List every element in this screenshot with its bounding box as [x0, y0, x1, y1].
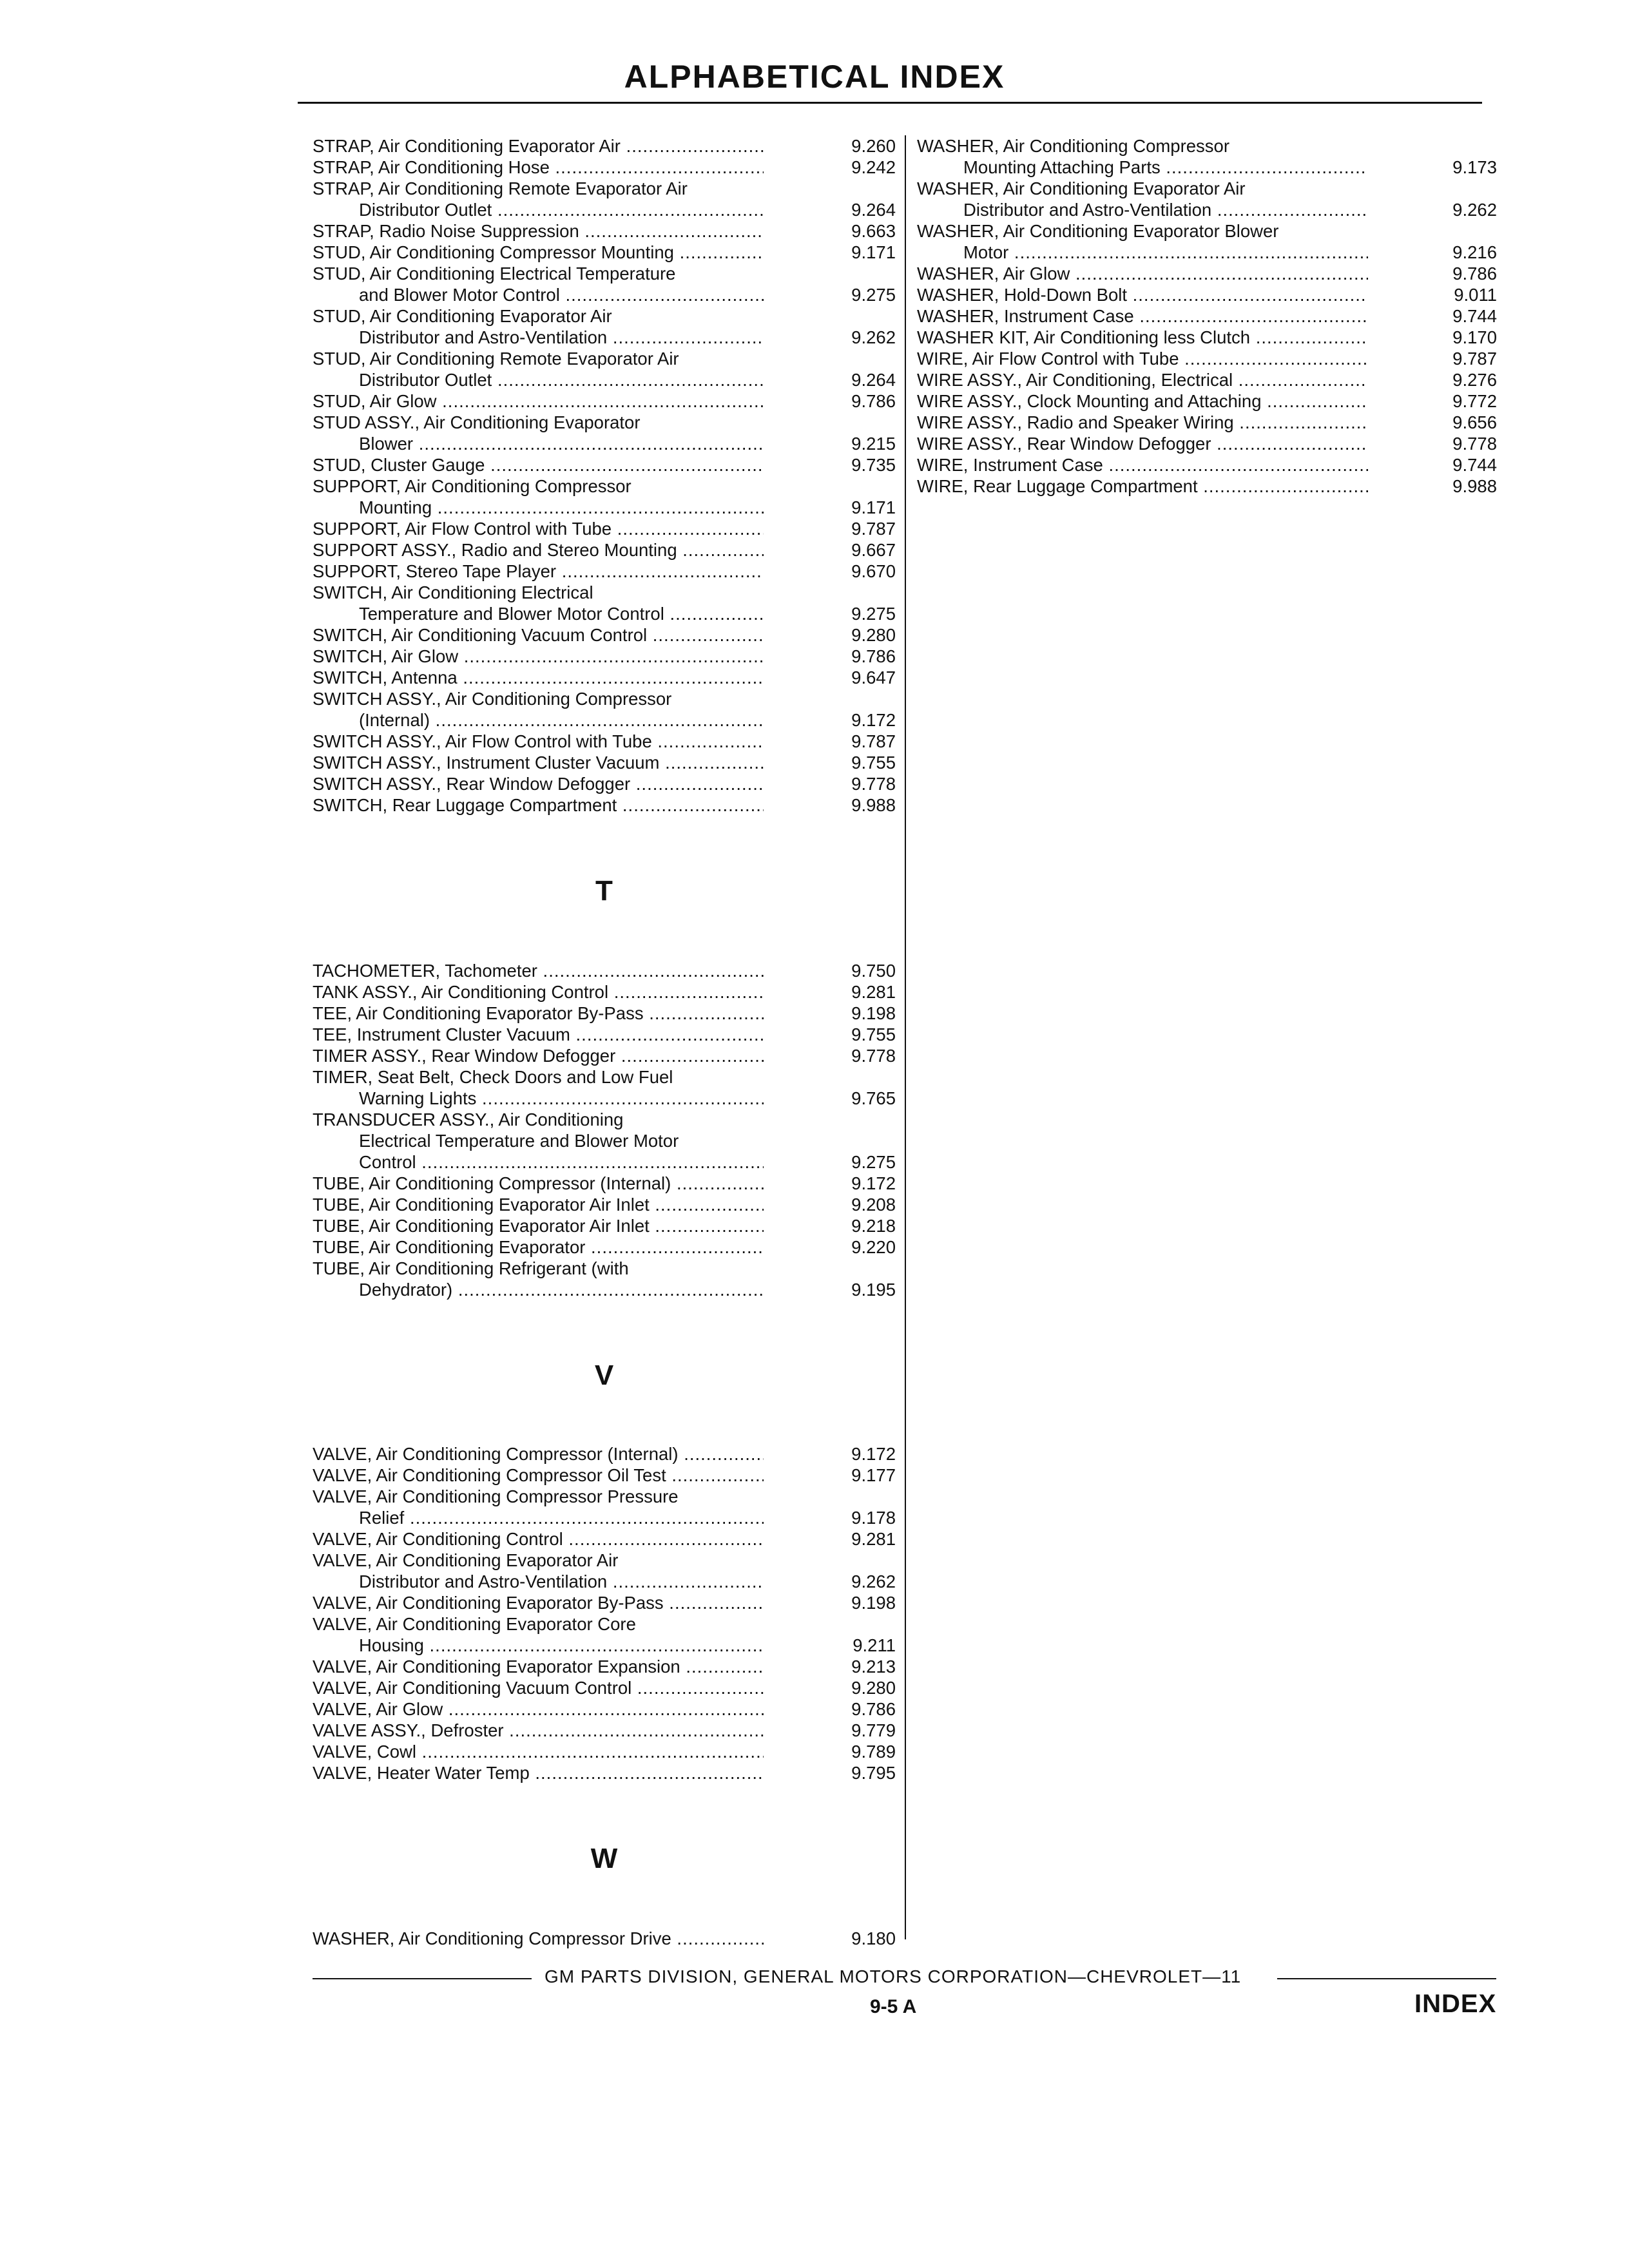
entry-text-line: Mounting Attaching Parts .....	[917, 157, 1368, 178]
entry-text-line: and Blower Motor Control .....	[313, 284, 764, 305]
entry-text-line: Blower .....	[313, 433, 764, 454]
entry-page-ref: 9.667	[851, 540, 896, 560]
index-entry	[313, 667, 896, 688]
entry-description	[313, 1045, 764, 1066]
entry-page-ref: 9.262	[1452, 200, 1497, 220]
entry-text-line: VALVE, Air Glow .....	[313, 1698, 764, 1720]
index-entry	[917, 433, 1497, 454]
entry-text-line: SUPPORT ASSY., Radio and Stereo Mounting .....	[313, 539, 764, 561]
entry-text-line: WIRE, Rear Luggage Compartment .....	[917, 476, 1368, 497]
entry-text-line: VALVE, Cowl .....	[313, 1741, 764, 1762]
entry-description	[313, 1592, 764, 1613]
entry-page-ref: 9.264	[851, 370, 896, 390]
index-entry	[313, 794, 896, 816]
entry-page-ref: 9.218	[851, 1216, 896, 1236]
entry-description	[917, 390, 1368, 412]
section-label: INDEX	[1414, 1990, 1497, 2018]
footer-rule-right	[1277, 1978, 1496, 1979]
entry-text-line: WIRE ASSY., Rear Window Defogger .....	[917, 433, 1368, 454]
index-entry	[313, 390, 896, 412]
entry-description	[313, 348, 764, 390]
entry-description	[313, 1486, 764, 1528]
entry-page-ref: 9.656	[1452, 412, 1497, 432]
index-section-w	[313, 1928, 896, 1949]
entry-text-line: STRAP, Radio Noise Suppression .....	[313, 220, 764, 242]
index-entry	[313, 157, 896, 178]
entry-description	[313, 1215, 764, 1236]
entry-page-ref: 9.778	[1452, 434, 1497, 454]
entry-description	[313, 263, 764, 305]
page-number: 9-5 A	[870, 1996, 917, 2017]
index-entry	[313, 960, 896, 981]
entry-text-line: TUBE, Air Conditioning Compressor (Internal) .....	[313, 1173, 764, 1194]
entry-text-line: TUBE, Air Conditioning Evaporator Air Inlet .....	[313, 1215, 764, 1236]
index-entry	[313, 242, 896, 263]
index-section-v	[313, 1443, 896, 1783]
entry-text-line: Housing .....	[313, 1635, 764, 1656]
index-entry	[313, 135, 896, 157]
entry-page-ref: 9.778	[851, 1046, 896, 1066]
entry-text-line: (Internal) .....	[313, 709, 764, 731]
entry-text-line: STUD, Air Conditioning Remote Evaporator Air	[313, 349, 679, 369]
entry-text-line: WASHER, Air Conditioning Compressor	[917, 136, 1229, 156]
entry-text-line: SWITCH, Air Conditioning Vacuum Control .....	[313, 624, 764, 646]
entry-text-line: WIRE, Instrument Case .....	[917, 454, 1368, 476]
entry-description	[313, 646, 764, 667]
section-letter-w: W	[590, 1843, 618, 1874]
entry-description	[313, 582, 764, 624]
entry-text-line: Distributor and Astro-Ventilation .....	[917, 199, 1368, 220]
entry-page-ref: 9.281	[851, 982, 896, 1002]
entry-page-ref: 9.242	[851, 157, 896, 177]
footer-publisher: GM PARTS DIVISION, GENERAL MOTORS CORPORATION—CHEVROLET—11	[545, 1966, 1242, 1986]
entry-page-ref: 9.778	[851, 774, 896, 794]
index-entry	[917, 369, 1497, 390]
entry-description	[917, 433, 1368, 454]
entry-text-line: WASHER KIT, Air Conditioning less Clutch .....	[917, 327, 1368, 348]
entry-description	[313, 1550, 764, 1592]
entry-text-line: SWITCH ASSY., Air Flow Control with Tube .....	[313, 731, 764, 752]
index-entry	[313, 220, 896, 242]
entry-text-line: SUPPORT, Air Flow Control with Tube .....	[313, 518, 764, 539]
index-entry	[313, 1443, 896, 1465]
index-entry	[313, 454, 896, 476]
entry-page-ref: 9.173	[1452, 157, 1497, 177]
index-entry	[917, 178, 1497, 220]
entry-text-line: Distributor Outlet .....	[313, 369, 764, 390]
index-entry	[313, 348, 896, 390]
entry-description	[313, 688, 764, 731]
entry-text-line: SUPPORT, Air Conditioning Compressor	[313, 476, 631, 496]
entry-page-ref: 9.262	[851, 327, 896, 347]
index-section-w-continued	[917, 135, 1497, 497]
entry-description	[313, 1236, 764, 1258]
entry-page-ref: 9.663	[851, 221, 896, 241]
index-entry	[313, 1045, 896, 1066]
entry-page-ref: 9.275	[851, 604, 896, 624]
index-entry	[313, 1677, 896, 1698]
index-entry	[917, 454, 1497, 476]
entry-description	[917, 284, 1368, 305]
index-entry	[313, 1592, 896, 1613]
index-entry	[313, 1066, 896, 1109]
index-entry	[313, 1486, 896, 1528]
entry-description	[313, 1528, 764, 1550]
entry-description	[917, 327, 1368, 348]
entry-text-line: STUD, Air Conditioning Compressor Mounting .....	[313, 242, 764, 263]
entry-text-line: TUBE, Air Conditioning Evaporator .....	[313, 1236, 764, 1258]
index-entry	[313, 178, 896, 220]
entry-page-ref: 9.281	[851, 1529, 896, 1549]
entry-page-ref: 9.172	[851, 1173, 896, 1193]
entry-text-line: TIMER, Seat Belt, Check Doors and Low Fuel	[313, 1067, 673, 1087]
left-column	[313, 0, 896, 1949]
footer-rule-left	[313, 1978, 532, 1979]
index-entry	[313, 1613, 896, 1656]
entry-text-line: VALVE, Heater Water Temp .....	[313, 1762, 764, 1783]
entry-text-line: WIRE ASSY., Air Conditioning, Electrical .....	[917, 369, 1368, 390]
entry-text-line: Electrical Temperature and Blower Motor	[359, 1131, 679, 1151]
entry-description	[313, 135, 764, 157]
entry-text-line: WIRE, Air Flow Control with Tube .....	[917, 348, 1368, 369]
entry-page-ref: 9.275	[851, 1152, 896, 1172]
entry-text-line: Warning Lights .....	[313, 1088, 764, 1109]
column-divider	[905, 135, 906, 1939]
entry-page-ref: 9.647	[851, 668, 896, 687]
entry-text-line: WASHER, Air Conditioning Evaporator Blower	[917, 221, 1279, 241]
index-entry	[917, 327, 1497, 348]
entry-page-ref: 9.208	[851, 1195, 896, 1215]
entry-description	[313, 476, 764, 518]
entry-page-ref: 9.789	[851, 1742, 896, 1762]
entry-page-ref: 9.765	[851, 1088, 896, 1108]
entry-text-line: Relief .....	[313, 1507, 764, 1528]
index-entry	[313, 752, 896, 773]
index-entry	[917, 135, 1497, 178]
index-entry	[313, 688, 896, 731]
entry-text-line: TIMER ASSY., Rear Window Defogger .....	[313, 1045, 764, 1066]
entry-page-ref: 9.744	[1452, 455, 1497, 475]
index-entry	[313, 263, 896, 305]
index-entry	[313, 1656, 896, 1677]
entry-text-line: SWITCH, Rear Luggage Compartment .....	[313, 794, 764, 816]
entry-description	[313, 412, 764, 454]
entry-text-line: VALVE ASSY., Defroster .....	[313, 1720, 764, 1741]
entry-text-line: STUD, Air Conditioning Electrical Temperature	[313, 264, 676, 284]
index-entry	[313, 731, 896, 752]
index-entry	[313, 1698, 896, 1720]
index-entry	[313, 1528, 896, 1550]
entry-description	[313, 157, 764, 178]
entry-text-line: STRAP, Air Conditioning Remote Evaporator Air	[313, 178, 688, 198]
entry-page-ref: 9.198	[851, 1003, 896, 1023]
entry-text-line: VALVE, Air Conditioning Vacuum Control .....	[313, 1677, 764, 1698]
entry-page-ref: 9.171	[851, 242, 896, 262]
index-entry	[313, 1762, 896, 1783]
entry-text-line: Distributor Outlet .....	[313, 199, 764, 220]
entry-description	[917, 178, 1368, 220]
entry-text-line: STRAP, Air Conditioning Hose .....	[313, 157, 764, 178]
entry-text-line: WASHER, Instrument Case .....	[917, 305, 1368, 327]
entry-page-ref: 9.215	[851, 434, 896, 454]
entry-page-ref: 9.772	[1452, 391, 1497, 411]
entry-description	[313, 960, 764, 981]
entry-description	[313, 773, 764, 794]
entry-page-ref: 9.011	[1454, 285, 1497, 305]
entry-text-line: Dehydrator) .....	[313, 1279, 764, 1300]
entry-text-line: VALVE, Air Conditioning Compressor (Internal) .....	[313, 1443, 764, 1465]
index-entry	[313, 1024, 896, 1045]
entry-text-line: STUD, Cluster Gauge .....	[313, 454, 764, 476]
entry-description	[313, 1024, 764, 1045]
entry-page-ref: 9.988	[1452, 476, 1497, 496]
section-letter-v: V	[594, 1360, 614, 1391]
entry-description	[313, 794, 764, 816]
entry-page-ref: 9.750	[851, 961, 896, 981]
entry-text-line: Distributor and Astro-Ventilation .....	[313, 1571, 764, 1592]
entry-text-line: VALVE, Air Conditioning Evaporator By-Pass .....	[313, 1592, 764, 1613]
entry-text-line: WIRE ASSY., Radio and Speaker Wiring .....	[917, 412, 1368, 433]
entry-text-line: SWITCH, Air Conditioning Electrical	[313, 582, 593, 602]
entry-text-line: TACHOMETER, Tachometer .....	[313, 960, 764, 981]
entry-description	[313, 561, 764, 582]
entry-page-ref: 9.213	[851, 1657, 896, 1677]
entry-page-ref: 9.787	[1452, 349, 1497, 369]
entry-page-ref: 9.735	[851, 455, 896, 475]
entry-text-line: Mounting .....	[313, 497, 764, 518]
index-entry	[313, 1550, 896, 1592]
entry-page-ref: 9.260	[851, 136, 896, 156]
entry-text-line: WASHER, Air Glow .....	[917, 263, 1368, 284]
index-entry	[313, 1109, 896, 1173]
entry-page-ref: 9.670	[851, 561, 896, 581]
entry-description	[313, 1003, 764, 1024]
index-entry	[313, 1465, 896, 1486]
index-entry	[313, 1194, 896, 1215]
index-entry	[917, 390, 1497, 412]
entry-description	[917, 305, 1368, 327]
entry-description	[917, 220, 1368, 263]
entry-page-ref: 9.787	[851, 731, 896, 751]
entry-text-line: Distributor and Astro-Ventilation .....	[313, 327, 764, 348]
entry-description	[917, 412, 1368, 433]
entry-description	[313, 1677, 764, 1698]
entry-page-ref: 9.172	[851, 1444, 896, 1464]
index-entry	[917, 348, 1497, 369]
entry-page-ref: 9.211	[853, 1635, 896, 1655]
index-entry	[313, 1928, 896, 1949]
entry-description	[313, 178, 764, 220]
entry-text-line: WASHER, Air Conditioning Compressor Drive .....	[313, 1928, 764, 1949]
entry-description	[313, 1173, 764, 1194]
entry-text-line: WASHER, Hold-Down Bolt .....	[917, 284, 1368, 305]
entry-page-ref: 9.264	[851, 200, 896, 220]
entry-page-ref: 9.172	[851, 710, 896, 730]
index-entry	[313, 412, 896, 454]
index-section-s	[313, 135, 896, 816]
entry-page-ref: 9.744	[1452, 306, 1497, 326]
entry-text-line: SWITCH, Antenna .....	[313, 667, 764, 688]
entry-page-ref: 9.280	[851, 1678, 896, 1698]
entry-text-line: TANK ASSY., Air Conditioning Control .....	[313, 981, 764, 1003]
index-entry	[313, 1236, 896, 1258]
entry-text-line: TEE, Instrument Cluster Vacuum .....	[313, 1024, 764, 1045]
entry-page-ref: 9.170	[1452, 327, 1497, 347]
index-entry	[313, 624, 896, 646]
entry-description	[917, 476, 1368, 497]
entry-text-line: TRANSDUCER ASSY., Air Conditioning	[313, 1110, 624, 1129]
entry-description	[917, 369, 1368, 390]
index-entry	[917, 412, 1497, 433]
entry-page-ref: 9.755	[851, 753, 896, 773]
entry-description	[313, 667, 764, 688]
entry-text-line: VALVE, Air Conditioning Evaporator Expansion .....	[313, 1656, 764, 1677]
entry-page-ref: 9.755	[851, 1024, 896, 1044]
entry-text-line: SWITCH ASSY., Rear Window Defogger .....	[313, 773, 764, 794]
entry-page-ref: 9.220	[851, 1237, 896, 1257]
entry-description	[313, 1258, 764, 1300]
entry-page-ref: 9.786	[851, 391, 896, 411]
entry-page-ref: 9.786	[851, 646, 896, 666]
entry-text-line: STUD ASSY., Air Conditioning Evaporator	[313, 412, 641, 432]
entry-page-ref: 9.195	[851, 1280, 896, 1300]
entry-page-ref: 9.787	[851, 519, 896, 539]
index-entry	[313, 518, 896, 539]
entry-page-ref: 9.988	[851, 795, 896, 815]
entry-text-line: SWITCH ASSY., Instrument Cluster Vacuum .....	[313, 752, 764, 773]
entry-description	[313, 539, 764, 561]
entry-page-ref: 9.275	[851, 285, 896, 305]
index-entry	[917, 284, 1497, 305]
entry-page-ref: 9.262	[851, 1571, 896, 1591]
entry-description	[313, 1741, 764, 1762]
entry-text-line: STUD, Air Glow .....	[313, 390, 764, 412]
entry-description	[313, 454, 764, 476]
entry-text-line: VALVE, Air Conditioning Evaporator Core	[313, 1614, 636, 1634]
index-entry	[313, 1173, 896, 1194]
entry-text-line: WASHER, Air Conditioning Evaporator Air	[917, 178, 1246, 198]
entry-description	[313, 518, 764, 539]
index-entry	[917, 220, 1497, 263]
entry-text-line: STUD, Air Conditioning Evaporator Air	[313, 306, 612, 326]
entry-description	[313, 1443, 764, 1465]
entry-description	[313, 752, 764, 773]
entry-page-ref: 9.216	[1452, 242, 1497, 262]
entry-text-line: VALVE, Air Conditioning Control .....	[313, 1528, 764, 1550]
index-entry	[313, 1258, 896, 1300]
entry-description	[313, 1465, 764, 1486]
entry-page-ref: 9.177	[851, 1465, 896, 1485]
entry-text-line: Motor .....	[917, 242, 1368, 263]
entry-page-ref: 9.180	[851, 1928, 896, 1948]
entry-text-line: STRAP, Air Conditioning Evaporator Air .....	[313, 135, 764, 157]
index-entry	[917, 476, 1497, 497]
entry-description	[313, 981, 764, 1003]
index-entry	[313, 981, 896, 1003]
entry-description	[313, 220, 764, 242]
entry-page-ref: 9.276	[1452, 370, 1497, 390]
entry-description	[313, 1698, 764, 1720]
entry-page-ref: 9.779	[851, 1720, 896, 1740]
index-entry	[313, 1215, 896, 1236]
entry-page-ref: 9.178	[851, 1508, 896, 1528]
entry-description	[313, 305, 764, 348]
entry-text-line: VALVE, Air Conditioning Compressor Pressure	[313, 1486, 679, 1506]
entry-text-line: TEE, Air Conditioning Evaporator By-Pass .....	[313, 1003, 764, 1024]
entry-description	[313, 1720, 764, 1741]
entry-text-line: Control .....	[313, 1151, 764, 1173]
index-entry	[313, 773, 896, 794]
index-entry	[313, 1003, 896, 1024]
entry-page-ref: 9.280	[851, 625, 896, 645]
entry-page-ref: 9.198	[851, 1593, 896, 1613]
entry-text-line: SWITCH, Air Glow .....	[313, 646, 764, 667]
entry-text-line: VALVE, Air Conditioning Evaporator Air	[313, 1550, 619, 1570]
entry-page-ref: 9.786	[1452, 264, 1497, 284]
entry-description	[917, 135, 1368, 178]
entry-page-ref: 9.786	[851, 1699, 896, 1719]
entry-description	[313, 1194, 764, 1215]
entry-text-line: SWITCH ASSY., Air Conditioning Compressor	[313, 689, 672, 709]
index-entry	[313, 582, 896, 624]
entry-text-line: VALVE, Air Conditioning Compressor Oil Test .....	[313, 1465, 764, 1486]
index-entry	[313, 305, 896, 348]
entry-page-ref: 9.795	[851, 1763, 896, 1783]
entry-text-line: Temperature and Blower Motor Control .....	[313, 603, 764, 624]
entry-text-line: TUBE, Air Conditioning Refrigerant (with	[313, 1258, 629, 1278]
index-entry	[313, 561, 896, 582]
index-entry	[313, 646, 896, 667]
index-entry	[313, 539, 896, 561]
entry-text-line: WIRE ASSY., Clock Mounting and Attaching .....	[917, 390, 1368, 412]
entry-description	[917, 263, 1368, 284]
page-title: ALPHABETICAL INDEX	[624, 59, 1005, 95]
right-column	[917, 0, 1497, 497]
entry-description	[313, 1928, 764, 1949]
entry-description	[313, 390, 764, 412]
entry-description	[917, 454, 1368, 476]
entry-description	[313, 242, 764, 263]
entry-description	[313, 1762, 764, 1783]
entry-text-line: TUBE, Air Conditioning Evaporator Air Inlet .....	[313, 1194, 764, 1215]
index-entry	[313, 476, 896, 518]
section-letter-t: T	[595, 875, 613, 907]
entry-page-ref: 9.171	[851, 497, 896, 517]
index-entry	[917, 263, 1497, 284]
entry-description	[313, 624, 764, 646]
index-entry	[917, 305, 1497, 327]
entry-description	[313, 1109, 764, 1173]
entry-description	[313, 731, 764, 752]
entry-description	[313, 1066, 764, 1109]
index-entry	[313, 1720, 896, 1741]
index-section-t	[313, 960, 896, 1300]
index-entry	[313, 1741, 896, 1762]
entry-description	[313, 1656, 764, 1677]
entry-text-line: SUPPORT, Stereo Tape Player .....	[313, 561, 764, 582]
entry-description	[313, 1613, 764, 1656]
entry-description	[917, 348, 1368, 369]
